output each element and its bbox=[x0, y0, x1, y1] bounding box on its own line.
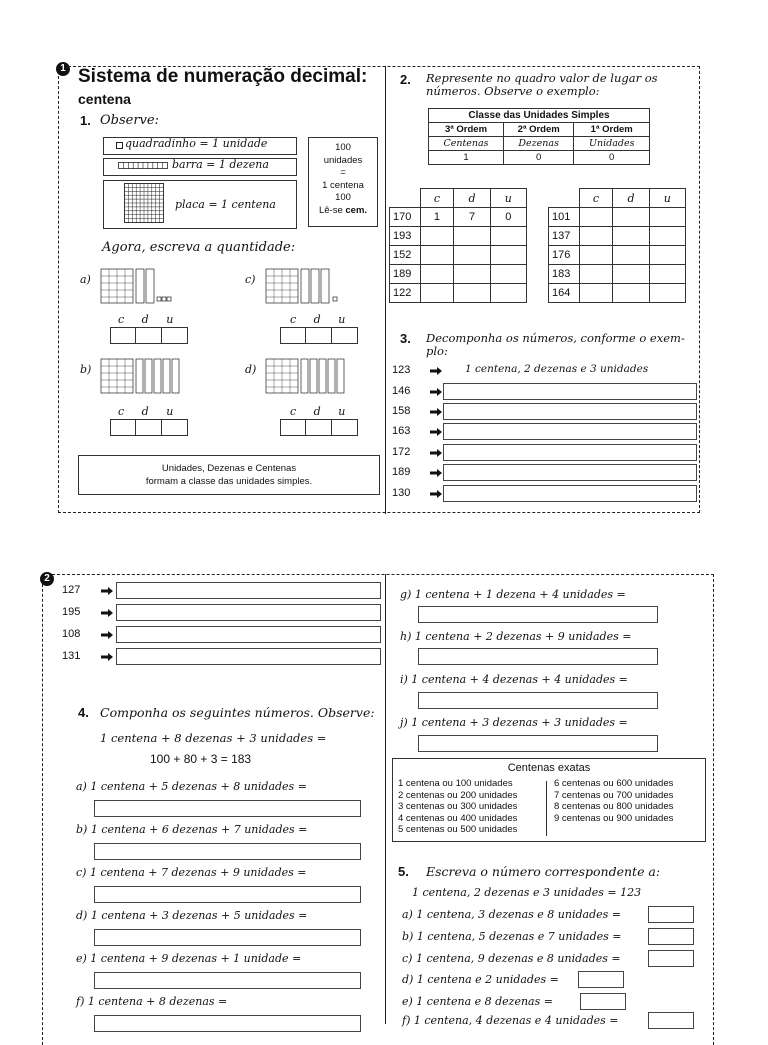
exatas-item: 7 centenas ou 700 unidades bbox=[554, 789, 674, 801]
cdu-d: d bbox=[313, 313, 321, 326]
col-c: c bbox=[420, 189, 454, 208]
exatas-item: 5 centenas ou 500 unidades bbox=[398, 824, 518, 835]
cdu-d: d bbox=[141, 405, 149, 418]
cdu-u: u bbox=[338, 313, 346, 326]
ex5-item-d: d) 1 centena e 2 unidades = bbox=[402, 973, 559, 986]
answer-field[interactable] bbox=[648, 928, 694, 945]
cell-c[interactable] bbox=[420, 227, 454, 246]
order-1: 1ª Ordem bbox=[574, 123, 650, 137]
example-d: 0 bbox=[503, 151, 573, 165]
order-3: 3ª Ordem bbox=[429, 123, 504, 137]
page-divider bbox=[385, 66, 386, 514]
ex4-item-i: i) 1 centena + 4 dezenas + 4 unidades = bbox=[400, 673, 628, 686]
answer-field[interactable] bbox=[443, 383, 697, 400]
arrow-icon bbox=[430, 408, 442, 416]
answer-field[interactable] bbox=[648, 950, 694, 967]
answer-cdu-c[interactable] bbox=[280, 327, 358, 344]
col-d: d bbox=[454, 189, 490, 208]
cell-c[interactable]: 1 bbox=[420, 208, 454, 227]
ex5-item-a: a) 1 centena, 3 dezenas e 8 unidades = bbox=[402, 908, 621, 921]
table-row bbox=[549, 227, 686, 246]
table-row bbox=[390, 265, 527, 284]
cell-u[interactable] bbox=[649, 246, 685, 265]
table-row bbox=[390, 246, 527, 265]
centenas-exatas-title: Centenas exatas bbox=[507, 762, 591, 774]
row-number: 193 bbox=[390, 227, 421, 246]
arrow-icon bbox=[430, 449, 442, 457]
answer-field[interactable] bbox=[94, 843, 361, 860]
answer-field[interactable] bbox=[443, 423, 697, 440]
ex4-item-f: f) 1 centena + 8 dezenas = bbox=[76, 995, 228, 1008]
row-number: 183 bbox=[549, 265, 580, 284]
answer-field[interactable] bbox=[116, 604, 381, 621]
ex4-number: 4. bbox=[78, 705, 89, 720]
row-number: 176 bbox=[549, 246, 580, 265]
answer-field[interactable] bbox=[578, 971, 624, 988]
cell-d[interactable] bbox=[613, 284, 649, 303]
cell-c[interactable] bbox=[579, 265, 613, 284]
info-line: 100 bbox=[335, 142, 351, 153]
cell-d[interactable] bbox=[613, 208, 649, 227]
ex4-example-2: 100 + 80 + 3 = 183 bbox=[150, 752, 252, 766]
cell-d[interactable] bbox=[454, 265, 490, 284]
ex2-text-1: Represente no quadro valor de lugar os bbox=[426, 71, 658, 85]
place-value-table-left bbox=[389, 188, 527, 303]
answer-field[interactable] bbox=[418, 735, 658, 752]
example-c: 1 bbox=[429, 151, 504, 165]
cell-u[interactable]: 0 bbox=[490, 208, 526, 227]
col-c: c bbox=[579, 189, 613, 208]
row-number: 101 bbox=[549, 208, 580, 227]
answer-field[interactable] bbox=[418, 648, 658, 665]
ten-bar-icon bbox=[118, 162, 168, 169]
exatas-item: 9 centenas ou 900 unidades bbox=[554, 812, 674, 824]
page-number-badge: 2 bbox=[40, 572, 54, 586]
footer-line-2: formam a classe das unidades simples. bbox=[145, 476, 313, 487]
page-divider bbox=[385, 574, 386, 1024]
answer-field[interactable] bbox=[116, 626, 381, 643]
table-row bbox=[549, 265, 686, 284]
ex3-example-number: 123 bbox=[392, 364, 411, 376]
ex4-item-h: h) 1 centena + 2 dezenas + 9 unidades = bbox=[400, 630, 632, 643]
blocks-figure-d bbox=[265, 358, 355, 398]
item-d-letter: d) bbox=[245, 363, 257, 376]
exatas-item: 4 centenas ou 400 unidades bbox=[398, 812, 518, 824]
unit-square-label: quadradinho = 1 unidade bbox=[125, 137, 268, 150]
cell-u[interactable] bbox=[649, 265, 685, 284]
cdu-c: c bbox=[118, 405, 125, 418]
ex4-item-d: d) 1 centena + 3 dezenas + 5 unidades = bbox=[76, 909, 308, 922]
arrow-icon bbox=[430, 469, 442, 477]
cdu-c: c bbox=[290, 313, 297, 326]
cell-d[interactable]: 7 bbox=[454, 208, 490, 227]
answer-field[interactable] bbox=[443, 464, 697, 481]
ex3-row-number: 158 bbox=[392, 405, 411, 417]
class-title: Classe das Unidades Simples bbox=[429, 109, 650, 123]
row-number: 189 bbox=[390, 265, 421, 284]
ex4-item-e: e) 1 centena + 9 dezenas + 1 unidade = bbox=[76, 952, 302, 965]
info-line: unidades bbox=[323, 154, 363, 166]
answer-field[interactable] bbox=[418, 606, 658, 623]
answer-field[interactable] bbox=[443, 485, 697, 502]
blocks-figure-b bbox=[100, 358, 190, 398]
arrow-icon bbox=[101, 587, 113, 595]
name-unidades: Unidades bbox=[574, 137, 650, 151]
exatas-item: 2 centenas ou 200 unidades bbox=[398, 789, 518, 801]
table-row bbox=[390, 208, 527, 227]
cdu-header-d bbox=[290, 405, 360, 418]
info-line: 1 centena bbox=[322, 179, 364, 191]
cont-row-number: 131 bbox=[62, 650, 81, 662]
row-number: 152 bbox=[390, 246, 421, 265]
cell-c[interactable] bbox=[579, 208, 613, 227]
info-read: Lê-se bbox=[318, 204, 346, 216]
name-dezenas: Dezenas bbox=[503, 137, 573, 151]
ex2-text-2: números. Observe o exemplo: bbox=[426, 84, 600, 98]
ex5-number: 5. bbox=[398, 864, 409, 879]
answer-cdu-d[interactable] bbox=[280, 419, 358, 436]
ex1-observe: Observe: bbox=[100, 113, 159, 128]
hundred-plate-label: placa = 1 centena bbox=[175, 198, 276, 211]
cell-c[interactable] bbox=[420, 284, 454, 303]
arrow-icon bbox=[101, 609, 113, 617]
cell-d[interactable] bbox=[454, 284, 490, 303]
exatas-item: 6 centenas ou 600 unidades bbox=[554, 778, 674, 789]
col-u: u bbox=[649, 189, 685, 208]
ex5-example: 1 centena, 2 dezenas e 3 unidades = 123 bbox=[412, 886, 642, 899]
page-number-badge: 1 bbox=[56, 62, 70, 76]
ex5-item-f: f) 1 centena, 4 dezenas e 4 unidades = bbox=[402, 1014, 619, 1027]
info-line: = bbox=[340, 167, 346, 178]
answer-cdu-a[interactable] bbox=[110, 327, 188, 344]
ex5-item-b: b) 1 centena, 5 dezenas e 7 unidades = bbox=[402, 930, 622, 943]
example-u: 0 bbox=[574, 151, 650, 165]
cdu-header-b bbox=[118, 405, 188, 418]
cont-row-number: 127 bbox=[62, 584, 81, 596]
answer-field[interactable] bbox=[648, 1012, 694, 1029]
cell-u[interactable] bbox=[649, 208, 685, 227]
cell-u[interactable] bbox=[490, 284, 526, 303]
exatas-item: 8 centenas ou 800 unidades bbox=[554, 801, 674, 812]
answer-field[interactable] bbox=[648, 906, 694, 923]
table-row bbox=[549, 284, 686, 303]
cdu-header-c bbox=[290, 313, 360, 326]
hundred-plate-icon bbox=[124, 183, 164, 223]
page-subtitle: centena bbox=[78, 91, 131, 107]
write-quantity-prompt: Agora, escreva a quantidade: bbox=[102, 240, 296, 255]
answer-field[interactable] bbox=[94, 972, 361, 989]
cdu-c: c bbox=[290, 405, 297, 418]
arrow-icon bbox=[101, 631, 113, 639]
blocks-figure-c bbox=[265, 268, 355, 308]
ex4-item-j: j) 1 centena + 3 dezenas + 3 unidades = bbox=[400, 716, 628, 729]
answer-field[interactable] bbox=[580, 993, 626, 1010]
name-centenas: Centenas bbox=[429, 137, 504, 151]
table-row bbox=[549, 208, 686, 227]
exatas-left-col bbox=[398, 778, 517, 836]
centenas-exatas-box bbox=[392, 758, 706, 842]
arrow-icon bbox=[430, 367, 442, 375]
cell-d[interactable] bbox=[613, 246, 649, 265]
ex2-number: 2. bbox=[400, 72, 411, 87]
answer-field[interactable] bbox=[94, 886, 361, 903]
ex4-item-a: a) 1 centena + 5 dezenas + 8 unidades = bbox=[76, 780, 307, 793]
ex3-row-number: 172 bbox=[392, 446, 411, 458]
answer-field[interactable] bbox=[116, 648, 381, 665]
cell-c[interactable] bbox=[420, 265, 454, 284]
ex3-row-number: 163 bbox=[392, 425, 411, 437]
classe-footer-box bbox=[78, 455, 380, 495]
arrow-icon bbox=[430, 388, 442, 396]
cont-row-number: 195 bbox=[62, 606, 81, 618]
exatas-right-col bbox=[554, 778, 673, 824]
cell-u[interactable] bbox=[490, 265, 526, 284]
ten-bar-label: barra = 1 dezena bbox=[172, 158, 269, 171]
ex3-text-2: plo: bbox=[426, 344, 448, 358]
cell-u[interactable] bbox=[649, 227, 685, 246]
row-number: 164 bbox=[549, 284, 580, 303]
footer-line-1: Unidades, Dezenas e Centenas bbox=[161, 463, 297, 474]
ex4-item-g: g) 1 centena + 1 dezena + 4 unidades = bbox=[400, 588, 626, 601]
cell-d[interactable] bbox=[454, 246, 490, 265]
ex4-example-1: 1 centena + 8 dezenas + 3 unidades = bbox=[100, 731, 327, 745]
info-line: 100 bbox=[335, 192, 351, 203]
blocks-figure-a bbox=[100, 268, 180, 308]
cdu-c: c bbox=[118, 313, 125, 326]
answer-cdu-b[interactable] bbox=[110, 419, 188, 436]
answer-field[interactable] bbox=[94, 800, 361, 817]
cdu-d: d bbox=[313, 405, 321, 418]
ex5-item-c: c) 1 centena, 9 dezenas e 8 unidades = bbox=[402, 952, 621, 965]
ex3-row-number: 189 bbox=[392, 466, 411, 478]
table-row bbox=[549, 246, 686, 265]
cell-u[interactable] bbox=[490, 246, 526, 265]
row-number: 137 bbox=[549, 227, 580, 246]
table-row bbox=[390, 227, 527, 246]
cdu-u: u bbox=[166, 405, 174, 418]
page-title: Sistema de numeração decimal: bbox=[78, 66, 368, 87]
arrow-icon bbox=[430, 490, 442, 498]
arrow-icon bbox=[101, 653, 113, 661]
answer-field[interactable] bbox=[443, 403, 697, 420]
arrow-icon bbox=[430, 428, 442, 436]
info-box-100 bbox=[308, 137, 378, 227]
ex5-item-e: e) 1 centena e 8 dezenas = bbox=[402, 995, 553, 1008]
col-u: u bbox=[490, 189, 526, 208]
info-read-bold: cem. bbox=[345, 204, 368, 216]
cdu-d: d bbox=[141, 313, 149, 326]
ex4-item-b: b) 1 centena + 6 dezenas + 7 unidades = bbox=[76, 823, 308, 836]
cdu-u: u bbox=[338, 405, 346, 418]
row-number: 170 bbox=[390, 208, 421, 227]
ex3-row-number: 130 bbox=[392, 487, 411, 499]
cell-d[interactable] bbox=[454, 227, 490, 246]
item-a-letter: a) bbox=[80, 273, 91, 286]
place-value-table-right bbox=[548, 188, 686, 303]
answer-field[interactable] bbox=[94, 929, 361, 946]
item-c-letter: c) bbox=[245, 273, 256, 286]
cell-c[interactable] bbox=[579, 284, 613, 303]
answer-field[interactable] bbox=[443, 444, 697, 461]
cell-c[interactable] bbox=[420, 246, 454, 265]
cell-u[interactable] bbox=[490, 227, 526, 246]
order-2: 2ª Ordem bbox=[503, 123, 573, 137]
unit-square-icon bbox=[116, 142, 123, 149]
cdu-header-a bbox=[118, 313, 188, 326]
ex5-text: Escreva o número correspondente a: bbox=[426, 864, 661, 879]
exatas-item: 1 centena ou 100 unidades bbox=[398, 778, 513, 789]
cell-c[interactable] bbox=[579, 246, 613, 265]
ex1-number: 1. bbox=[80, 113, 91, 128]
col-d: d bbox=[613, 189, 649, 208]
table-row bbox=[390, 284, 527, 303]
item-b-letter: b) bbox=[80, 363, 92, 376]
ex3-row-number: 146 bbox=[392, 385, 411, 397]
answer-field[interactable] bbox=[116, 582, 381, 599]
ex4-item-c: c) 1 centena + 7 dezenas + 9 unidades = bbox=[76, 866, 307, 879]
answer-field[interactable] bbox=[418, 692, 658, 709]
cdu-u: u bbox=[166, 313, 174, 326]
exatas-item: 3 centenas ou 300 unidades bbox=[398, 801, 518, 812]
class-table bbox=[428, 108, 650, 165]
cell-d[interactable] bbox=[613, 227, 649, 246]
cell-c[interactable] bbox=[579, 227, 613, 246]
ex3-example-text: 1 centena, 2 dezenas e 3 unidades bbox=[465, 363, 649, 375]
cont-row-number: 108 bbox=[62, 628, 81, 640]
exatas-divider bbox=[546, 781, 547, 836]
ex3-number: 3. bbox=[400, 331, 411, 346]
cell-d[interactable] bbox=[613, 265, 649, 284]
cell-u[interactable] bbox=[649, 284, 685, 303]
ex3-text-1: Decomponha os números, conforme o exem- bbox=[426, 331, 685, 345]
row-number: 122 bbox=[390, 284, 421, 303]
ex4-text: Componha os seguintes números. Observe: bbox=[100, 705, 375, 720]
